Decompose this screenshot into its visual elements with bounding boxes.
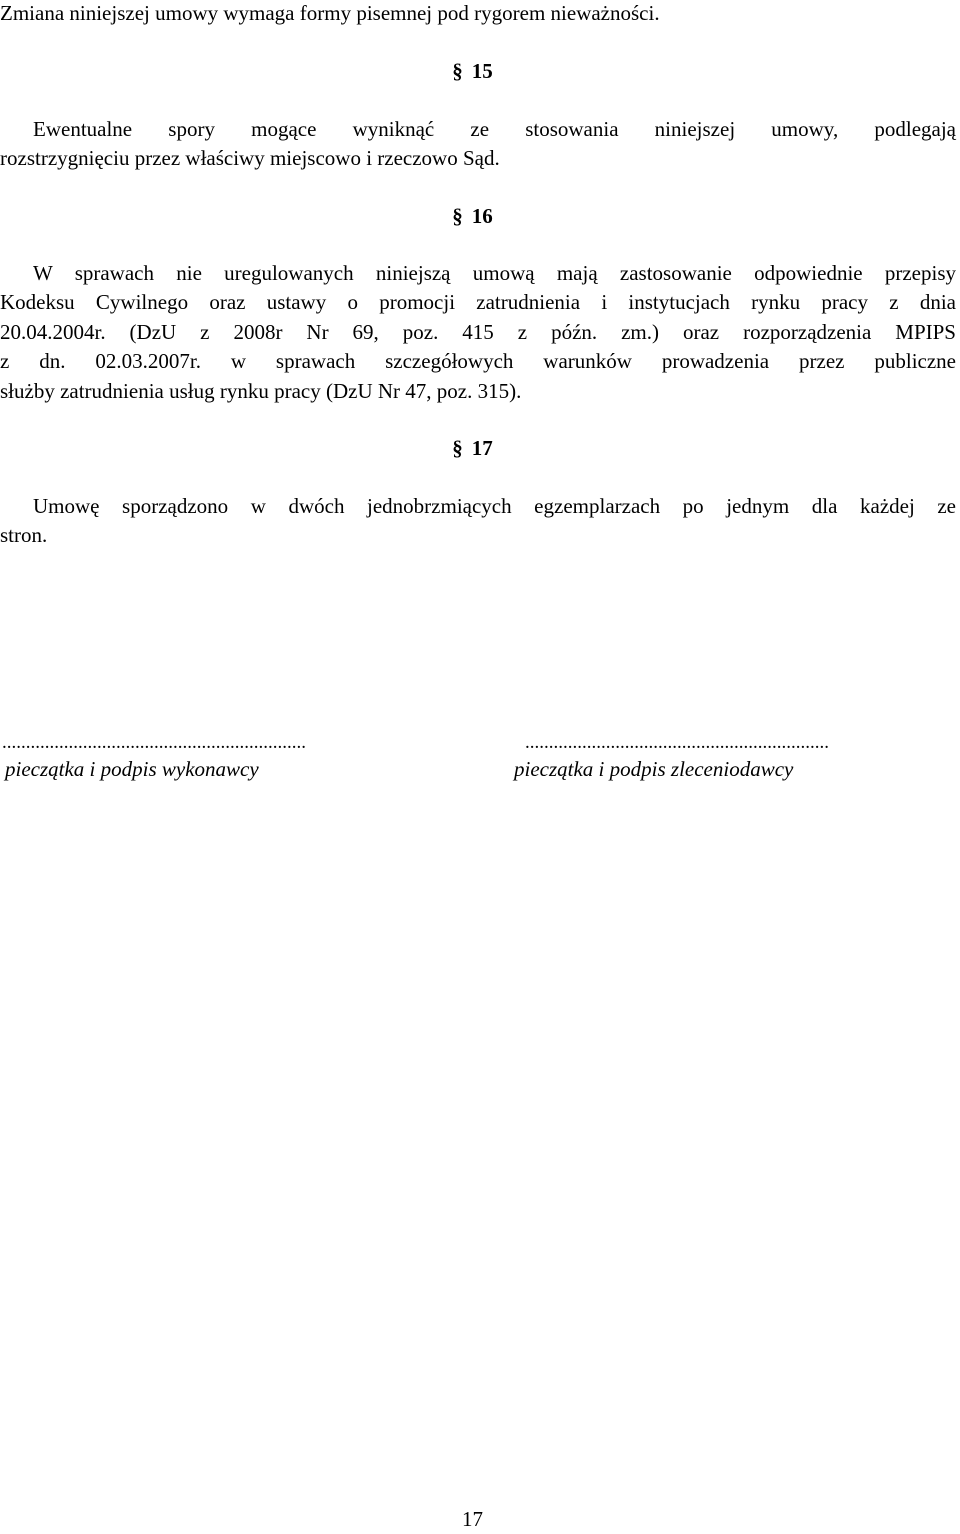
- section-number: 15: [471, 59, 493, 83]
- section-number: 16: [471, 204, 493, 228]
- section-symbol: §: [452, 436, 463, 460]
- section-heading-17: [0, 433, 960, 463]
- signature-line-contractor: ................................................................: [2, 732, 306, 753]
- section-symbol: §: [452, 59, 463, 83]
- section-15-line-1: Ewentualne spory mogące wyniknąć ze stosowania niniejszej umowy, podlegają: [33, 117, 956, 141]
- section-16-line-2: Kodeksu Cywilnego oraz ustawy o promocji zatrudnienia i instytucjach rynku pracy z dnia: [0, 290, 956, 314]
- section-heading-16: [0, 201, 960, 231]
- page-number: 17: [462, 1507, 483, 1531]
- section-16-line-3: 20.04.2004r. (DzU z 2008r Nr 69, poz. 415 z późn. zm.) oraz rozporządzenia MPIPS: [0, 320, 956, 344]
- signature-label-client: pieczątka i podpis zleceniodawcy: [514, 757, 794, 781]
- section-15-line-2: rozstrzygnięciu przez właściwy miejscowo i rzeczowo Sąd.: [0, 146, 500, 170]
- section-16-line-4: z dn. 02.03.2007r. w sprawach szczegółowych warunków prowadzenia przez publiczne: [0, 349, 956, 373]
- section-16-line-5: służby zatrudnienia usług rynku pracy (DzU Nr 47, poz. 315).: [0, 379, 522, 403]
- section-16-line-1: W sprawach nie uregulowanych niniejszą umową mają zastosowanie odpowiednie przepisy: [33, 261, 956, 285]
- signature-label-contractor: pieczątka i podpis wykonawcy: [5, 757, 259, 781]
- section-symbol: §: [452, 204, 463, 228]
- section-heading-15: [0, 56, 960, 86]
- intro-text: Zmiana niniejszej umowy wymaga formy pisemnej pod rygorem nieważności.: [0, 1, 660, 25]
- signature-line-client: ................................................................: [525, 732, 829, 753]
- intro-paragraph: [0, 0, 956, 28]
- section-number: 17: [471, 436, 493, 460]
- section-17-line-2: stron.: [0, 523, 48, 547]
- section-17-line-1: Umowę sporządzono w dwóch jednobrzmiących egzemplarzach po jednym dla każdej ze: [33, 494, 956, 518]
